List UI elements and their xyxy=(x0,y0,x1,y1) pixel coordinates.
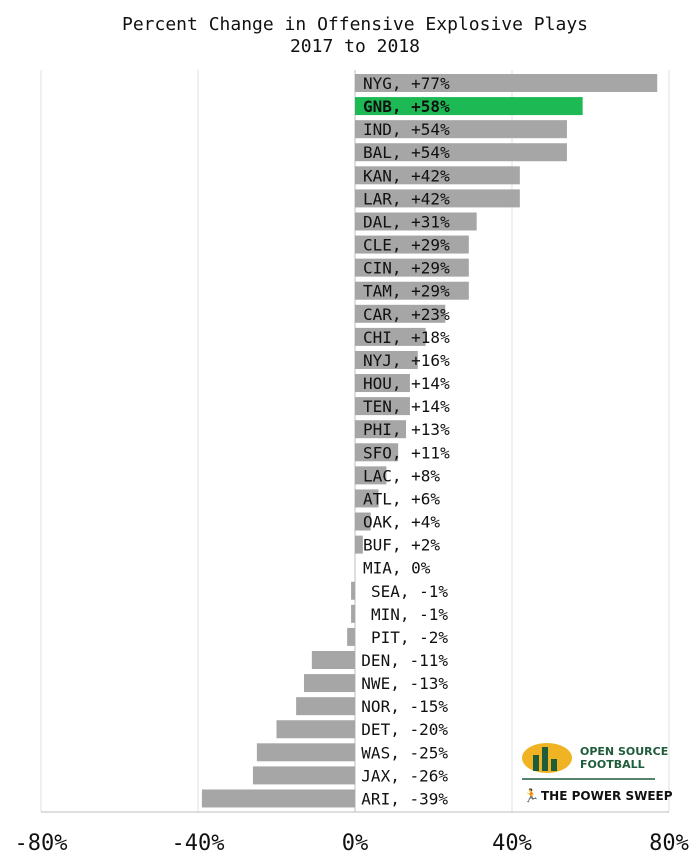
bar-label-nyj: NYJ, +16% xyxy=(363,350,450,370)
bar-label-lar: LAR, +42% xyxy=(363,189,450,209)
bar-min xyxy=(351,605,355,623)
bar-label-cle: CLE, +29% xyxy=(363,235,450,255)
bar-label-chi: CHI, +18% xyxy=(363,327,450,347)
bar-label-car: CAR, +23% xyxy=(363,304,450,324)
bars-group xyxy=(202,74,657,808)
bar-label-sfo: SFO, +11% xyxy=(363,443,450,463)
bar-label-nor: NOR, -15% xyxy=(361,697,448,717)
x-tick-label: 40% xyxy=(492,831,532,856)
bar-label-hou: HOU, +14% xyxy=(363,374,450,394)
runner-icon: 🏃 xyxy=(523,788,540,803)
x-axis-ticks xyxy=(15,831,689,856)
bar-label-buf: BUF, +2% xyxy=(363,535,441,555)
bar-label-nyg: NYG, +77% xyxy=(363,74,450,93)
chart-title: Percent Change in Offensive Explosive Plays xyxy=(122,14,588,35)
bar-ari xyxy=(202,789,355,807)
bar-nwe xyxy=(304,674,355,692)
bar-label-nwe: NWE, -13% xyxy=(361,674,448,694)
bar-label-dal: DAL, +31% xyxy=(363,212,450,232)
bar-label-ari: ARI, -39% xyxy=(361,789,448,809)
logo-bar-1 xyxy=(533,755,539,771)
x-tick-label: -40% xyxy=(171,831,225,856)
bar-label-kan: KAN, +42% xyxy=(363,166,450,186)
x-tick-label: -80% xyxy=(14,831,68,856)
bar-was xyxy=(257,743,355,761)
x-tick-label: 80% xyxy=(649,831,689,856)
x-tick-label: 0% xyxy=(341,831,369,856)
bar-label-den: DEN, -11% xyxy=(361,651,448,670)
bar-label-min: MIN, -1% xyxy=(370,604,448,624)
bar-nor xyxy=(296,697,355,715)
logo-text-line2: FOOTBALL xyxy=(580,758,645,771)
bar-sea xyxy=(351,582,355,600)
logo-bar-3 xyxy=(551,759,557,771)
logo-bar-2 xyxy=(542,747,548,771)
bar-label-lac: LAC, +8% xyxy=(363,466,441,486)
bar-label-mia: MIA, 0% xyxy=(363,558,431,578)
bar-label-det: DET, -20% xyxy=(361,720,448,740)
bar-det xyxy=(277,720,356,738)
bar-label-pit: PIT, -2% xyxy=(370,627,448,647)
open-source-football-logo xyxy=(522,743,673,803)
bar-label-atl: ATL, +6% xyxy=(363,489,441,509)
chart-subtitle: 2017 to 2018 xyxy=(289,36,421,57)
logo-text-line1: OPEN SOURCE xyxy=(580,745,669,758)
bar-label-was: WAS, -25% xyxy=(361,743,448,763)
bar-label-cin: CIN, +29% xyxy=(363,258,450,278)
bar-label-sea: SEA, -1% xyxy=(370,581,448,601)
bar-buf xyxy=(355,536,363,554)
bar-label-gnb: GNB, +58% xyxy=(363,97,450,117)
bar-label-tam: TAM, +29% xyxy=(363,281,450,301)
bar-label-ind: IND, +54% xyxy=(363,120,450,140)
power-sweep-text: THE POWER SWEEP xyxy=(541,789,673,803)
bar-label-bal: BAL, +54% xyxy=(363,143,450,163)
bar-label-phi: PHI, +13% xyxy=(363,420,450,440)
bar-label-oak: OAK, +4% xyxy=(363,512,441,532)
bar-den xyxy=(312,651,355,669)
bar-label-ten: TEN, +14% xyxy=(363,397,450,417)
bar-jax xyxy=(253,766,355,784)
bar-label-jax: JAX, -26% xyxy=(361,766,448,786)
bar-pit xyxy=(347,628,355,646)
